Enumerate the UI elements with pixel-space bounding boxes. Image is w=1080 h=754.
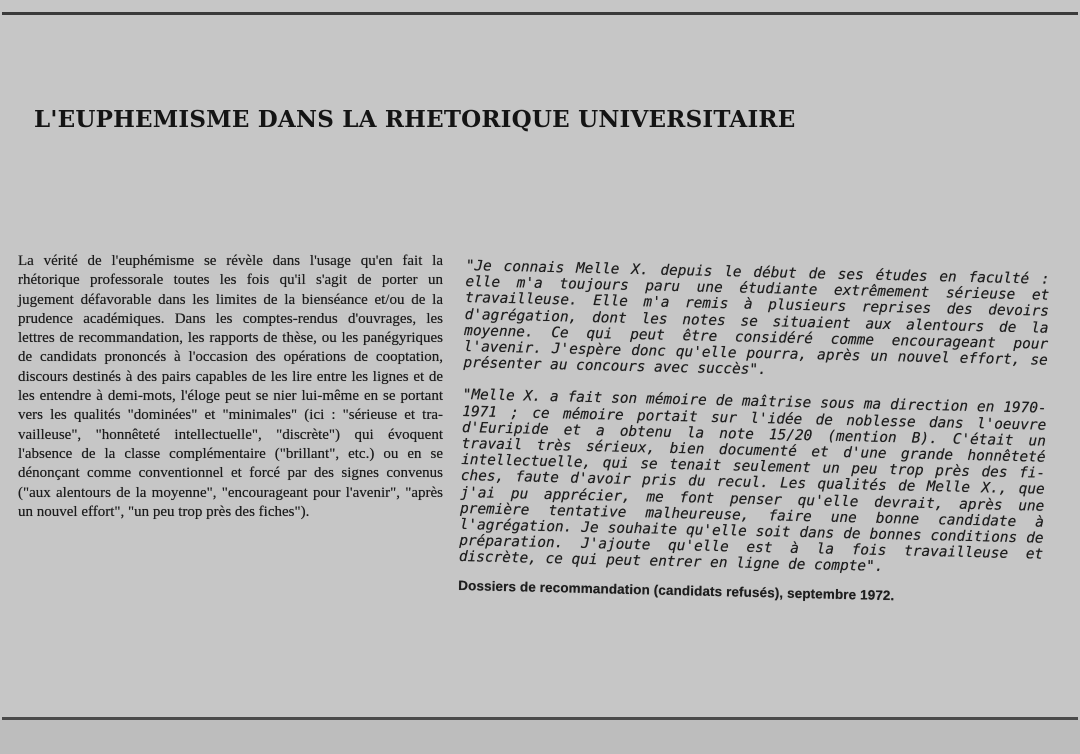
page-title: L'EUPHEMISME DANS LA RHETORIQUE UNIVERSITAIRE	[34, 106, 796, 133]
source-citation: Dossiers de recommandation (candidats refusés), septembre 1972.	[458, 577, 895, 603]
recommendation-quote-2: "Melle X. a fait son mémoire de maîtrise sous ma direction en 1970-1971 ; ce mémoire portait sur l'idée de noblesse dans l'oeuvre d'Euripide et a obtenu la note 15/20 (mention B). C'était un travail très sérieux, bien documenté et d'une grande honnêteté intellectuelle, qui se tenait seulement un peu trop près des fiches, faute d'avoir pris du recul. Les qualités de Melle X., que j'ai pu apprécier, me font penser qu'elle devrait, après une première tentative malheureuse, faire une bonne candidate à l'agrégation. Je souhaite qu'elle soit dans de bonnes conditions de préparation. J'ajoute qu'elle est à la fois travailleuse et discrète, ce qui peut entrer en ligne de compte".	[458, 387, 1047, 576]
page-bottom-margin	[0, 720, 1080, 754]
quoted-letters	[458, 258, 1050, 608]
recommendation-quote-1: "Je connais Melle X. depuis le début de ses études en faculté : elle m'a toujours paru une étudiante extrêmement sérieuse et travailleuse. Elle m'a remis à plusieurs reprises des devoirs d'agrégation, dont les notes se situaient aux alentours de la moyenne. Ce qui peut être considéré comme encourageant pour l'avenir. J'espère donc qu'elle pourra, après un nouvel effort, se présenter au concours avec succès".	[463, 258, 1050, 379]
commentary-paragraph: La vérité de l'euphémisme se révèle dans l'usage qu'en fait la rhétorique professorale toutes les fois qu'il s'agit de porter un jugement défavorable dans les limites de la bienséance et/ou de la prudence académiques. Dans les comptes-rendus d'ouvrages, les lettres de recommandation, les rapports de thèse, ou les panégyriques de candidats prononcés à l'occasion des opérations de cooptation, discours destinés à des pairs capables de les lire entre les lignes et de les entendre à demi-mots, l'éloge peut se nier lui-même en se portant vers les qualités "dominées" et "minimales" (ici : "sérieuse et travailleuse", "honnêteté intellectuelle", "discrète") qui évoquent l'absence de la classe complémentaire ("brillant", etc.) ou en se dénonçant comme conventionnel et forcé par des signes convenus ("aux alentours de la moyenne", "encourageant pour l'avenir", "après un nouvel effort", "un peu trop près des fiches").	[18, 253, 443, 520]
